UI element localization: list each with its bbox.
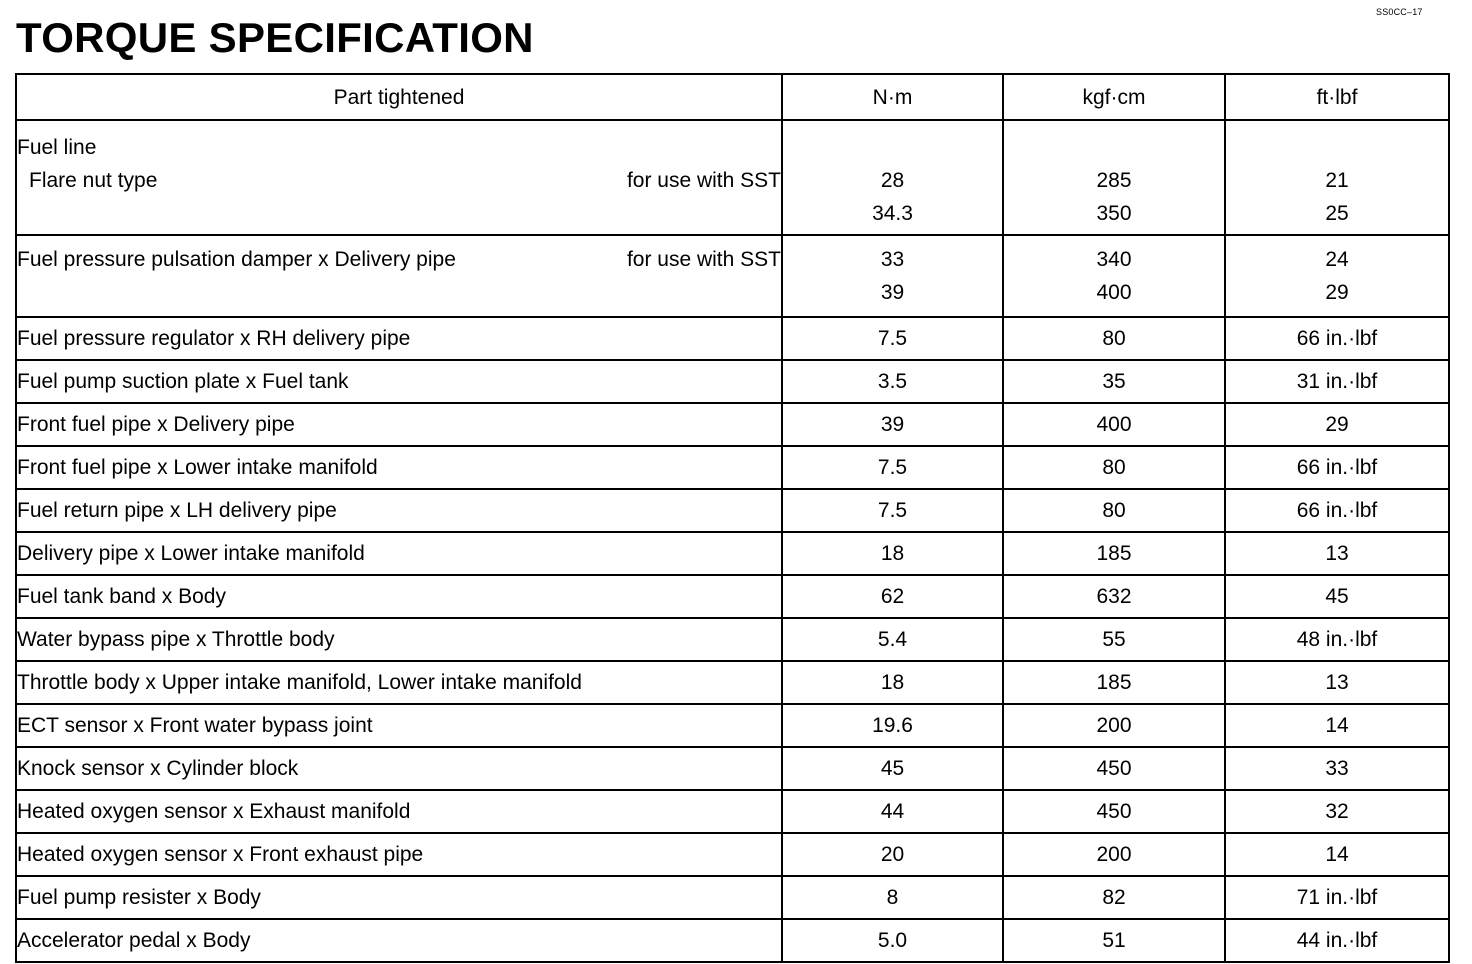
nm-cell: 45 — [782, 747, 1003, 790]
ft-cell: 31 in.·lbf — [1225, 360, 1449, 403]
nm-cell: 18 — [782, 532, 1003, 575]
nm-cell: 18 — [782, 661, 1003, 704]
part-cell: Delivery pipe x Lower intake manifold — [16, 532, 782, 575]
ft-cell: 13 — [1225, 532, 1449, 575]
nm-cell — [782, 235, 1003, 317]
table-row — [16, 317, 1449, 360]
table-row — [16, 747, 1449, 790]
part-cell: ECT sensor x Front water bypass joint — [16, 704, 782, 747]
ft-cell: 66 in.·lbf — [1225, 489, 1449, 532]
part-cell: Heated oxygen sensor x Front exhaust pipe — [16, 833, 782, 876]
part-sub-label: Flare nut type — [29, 169, 158, 192]
part-cell: Fuel pressure regulator x RH delivery pipe — [16, 317, 782, 360]
header-row — [16, 74, 1449, 120]
table-row — [16, 575, 1449, 618]
kgf-cell: 185 — [1003, 661, 1225, 704]
part-label: Fuel pressure pulsation damper x Delivery pipe — [17, 248, 456, 271]
ft-cell: 71 in.·lbf — [1225, 876, 1449, 919]
table-row — [16, 360, 1449, 403]
ft-cell: 33 — [1225, 747, 1449, 790]
table-row — [16, 876, 1449, 919]
header-kgf-cm: kgf·cm — [1003, 74, 1225, 120]
kgf-cell: 80 — [1003, 317, 1225, 360]
header-part-tightened: Part tightened — [16, 74, 782, 120]
ft-value: 29 — [1325, 281, 1349, 304]
ft-cell: 14 — [1225, 833, 1449, 876]
kgf-cell: 400 — [1003, 403, 1225, 446]
kgf-cell: 200 — [1003, 833, 1225, 876]
ft-cell: 66 in.·lbf — [1225, 317, 1449, 360]
nm-value: 28 — [880, 169, 905, 192]
header-ft-lbf: ft·lbf — [1225, 74, 1449, 120]
nm-cell: 8 — [782, 876, 1003, 919]
part-cell: Knock sensor x Cylinder block — [16, 747, 782, 790]
kgf-cell: 200 — [1003, 704, 1225, 747]
document-code: SS0CC–17 — [1376, 7, 1423, 17]
ft-cell: 45 — [1225, 575, 1449, 618]
kgf-cell: 185 — [1003, 532, 1225, 575]
ft-cell: 48 in.·lbf — [1225, 618, 1449, 661]
nm-cell: 3.5 — [782, 360, 1003, 403]
part-note: for use with SST — [626, 169, 781, 192]
ft-cell: 29 — [1225, 403, 1449, 446]
table-row-damper — [16, 235, 1449, 317]
nm-cell: 19.6 — [782, 704, 1003, 747]
ft-cell — [1225, 120, 1449, 235]
nm-cell — [782, 120, 1003, 235]
table-row-fuel-line — [16, 120, 1449, 235]
table-row — [16, 790, 1449, 833]
nm-cell: 7.5 — [782, 489, 1003, 532]
part-cell — [16, 120, 782, 235]
kgf-cell — [1003, 120, 1225, 235]
nm-cell: 7.5 — [782, 446, 1003, 489]
kgf-cell: 55 — [1003, 618, 1225, 661]
ft-value: 24 — [1325, 248, 1349, 271]
nm-value: 34.3 — [872, 202, 913, 225]
ft-cell: 44 in.·lbf — [1225, 919, 1449, 962]
kgf-cell: 35 — [1003, 360, 1225, 403]
part-note: for use with SST — [626, 248, 781, 271]
table-row — [16, 489, 1449, 532]
table-row — [16, 704, 1449, 747]
ft-value: 25 — [1325, 202, 1349, 225]
part-cell: Accelerator pedal x Body — [16, 919, 782, 962]
table-row — [16, 446, 1449, 489]
kgf-value: 340 — [1096, 248, 1132, 271]
kgf-value: 285 — [1096, 169, 1132, 192]
part-cell: Fuel return pipe x LH delivery pipe — [16, 489, 782, 532]
part-cell: Fuel pump suction plate x Fuel tank — [16, 360, 782, 403]
kgf-cell: 80 — [1003, 446, 1225, 489]
nm-value: 33 — [880, 248, 905, 271]
ft-cell — [1225, 235, 1449, 317]
kgf-cell: 450 — [1003, 747, 1225, 790]
kgf-value: 400 — [1096, 281, 1132, 304]
ft-cell: 32 — [1225, 790, 1449, 833]
nm-cell: 62 — [782, 575, 1003, 618]
ft-value: 21 — [1325, 169, 1349, 192]
ft-cell: 14 — [1225, 704, 1449, 747]
nm-cell: 44 — [782, 790, 1003, 833]
part-cell: Front fuel pipe x Delivery pipe — [16, 403, 782, 446]
part-label: Fuel line — [17, 136, 97, 159]
part-cell: Heated oxygen sensor x Exhaust manifold — [16, 790, 782, 833]
part-cell: Fuel pump resister x Body — [16, 876, 782, 919]
page-title: TORQUE SPECIFICATION — [16, 14, 534, 61]
kgf-cell: 80 — [1003, 489, 1225, 532]
kgf-cell — [1003, 235, 1225, 317]
nm-cell: 5.4 — [782, 618, 1003, 661]
kgf-cell: 450 — [1003, 790, 1225, 833]
table-row — [16, 919, 1449, 962]
header-nm: N·m — [782, 74, 1003, 120]
ft-cell: 66 in.·lbf — [1225, 446, 1449, 489]
torque-spec-table — [15, 73, 1450, 963]
nm-value: 39 — [880, 281, 905, 304]
nm-cell: 7.5 — [782, 317, 1003, 360]
kgf-cell: 632 — [1003, 575, 1225, 618]
nm-cell: 5.0 — [782, 919, 1003, 962]
table-row — [16, 618, 1449, 661]
table-row — [16, 532, 1449, 575]
kgf-cell: 82 — [1003, 876, 1225, 919]
part-cell: Throttle body x Upper intake manifold, Lower intake manifold — [16, 661, 782, 704]
ft-cell: 13 — [1225, 661, 1449, 704]
part-cell: Front fuel pipe x Lower intake manifold — [16, 446, 782, 489]
kgf-value: 350 — [1096, 202, 1132, 225]
table-row — [16, 661, 1449, 704]
part-cell — [16, 235, 782, 317]
table-row — [16, 403, 1449, 446]
part-cell: Fuel tank band x Body — [16, 575, 782, 618]
part-cell: Water bypass pipe x Throttle body — [16, 618, 782, 661]
nm-cell: 39 — [782, 403, 1003, 446]
table-row — [16, 833, 1449, 876]
nm-cell: 20 — [782, 833, 1003, 876]
kgf-cell: 51 — [1003, 919, 1225, 962]
